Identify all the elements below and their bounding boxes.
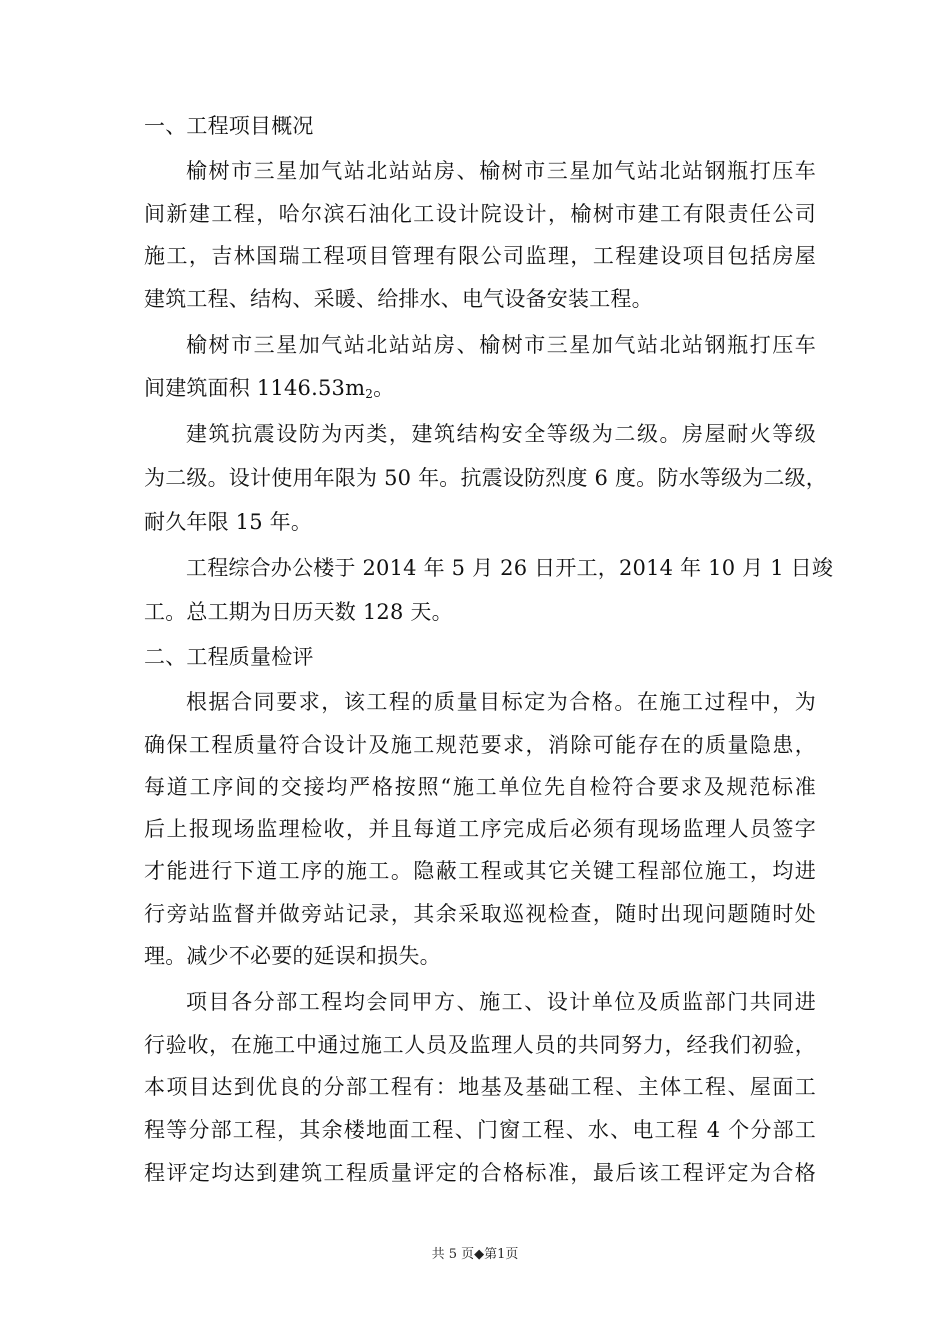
paragraph-5-line-2: 确保工程质量符合设计及施工规范要求，消除可能存在的质量隐患， <box>144 733 816 757</box>
paragraph-1-line-2: 间新建工程，哈尔滨石油化工设计院设计，榆树市建工有限责任公司 <box>144 202 816 226</box>
paragraph-5-line-6: 行旁站监督并做旁站记录，其余采取巡视检查，随时出现问题随时处 <box>144 902 816 926</box>
page-footer: 共 5 页◆第1页 <box>431 1247 519 1262</box>
paragraph-3-line-2: 为二级。设计使用年限为 50 年。抗震设防烈度 6 度。防水等级为二级， <box>144 466 827 490</box>
paragraph-2-line-2 <box>144 374 816 408</box>
building-area-text: 间建筑面积 1146.53m <box>144 376 366 400</box>
paragraph-1-line-3: 施工，吉林国瑞工程项目管理有限公司监理，工程建设项目包括房屋 <box>144 244 816 268</box>
paragraph-5-line-5: 才能进行下道工序的施工。隐蔽工程或其它关键工程部位施工，均进 <box>144 859 816 883</box>
paragraph-3-line-3: 耐久年限 15 年。 <box>144 510 313 534</box>
paragraph-5-line-1: 根据合同要求，该工程的质量目标定为合格。在施工过程中，为 <box>186 690 816 714</box>
paragraph-1-line-4: 建筑工程、结构、采暖、给排水、电气设备安装工程。 <box>144 287 653 311</box>
paragraph-2-line-1: 榆树市三星加气站北站站房、榆树市三星加气站北站钢瓶打压车 <box>186 333 816 357</box>
paragraph-6-line-2: 行验收，在施工中通过施工人员及监理人员的共同努力，经我们初验， <box>144 1033 816 1057</box>
paragraph-4-line-1: 工程综合办公楼于 2014 年 5 月 26 日开工，2014 年 10 月 1 日竣 <box>186 556 834 580</box>
paragraph-4-line-2: 工。总工期为日历天数 128 天。 <box>144 600 453 624</box>
period-text: 。 <box>373 376 395 400</box>
paragraph-5-line-4: 后上报现场监理检收，并且每道工序完成后必须有现场监理人员签字 <box>144 817 816 841</box>
section-heading-1: 一、工程项目概况 <box>144 114 314 138</box>
paragraph-5-line-3: 每道工序间的交接均严格按照“施工单位先自检符合要求及规范标准 <box>144 775 816 799</box>
paragraph-5-line-7: 理。减少不必要的延误和损失。 <box>144 944 441 968</box>
paragraph-6-line-1: 项目各分部工程均会同甲方、施工、设计单位及质监部门共同进 <box>186 990 816 1014</box>
paragraph-6-line-3: 本项目达到优良的分部工程有：地基及基础工程、主体工程、屋面工 <box>144 1075 816 1099</box>
paragraph-3-line-1: 建筑抗震设防为丙类，建筑结构安全等级为二级。房屋耐火等级 <box>186 422 816 446</box>
paragraph-1-line-1: 榆树市三星加气站北站站房、榆树市三星加气站北站钢瓶打压车 <box>186 159 816 183</box>
paragraph-6-line-4: 程等分部工程，其余楼地面工程、门窗工程、水、电工程 4 个分部工 <box>144 1118 816 1142</box>
paragraph-6-line-5: 程评定均达到建筑工程质量评定的合格标准，最后该工程评定为合格 <box>144 1161 816 1185</box>
area-unit-superscript: 2 <box>365 387 374 401</box>
section-heading-2: 二、工程质量检评 <box>144 645 314 669</box>
